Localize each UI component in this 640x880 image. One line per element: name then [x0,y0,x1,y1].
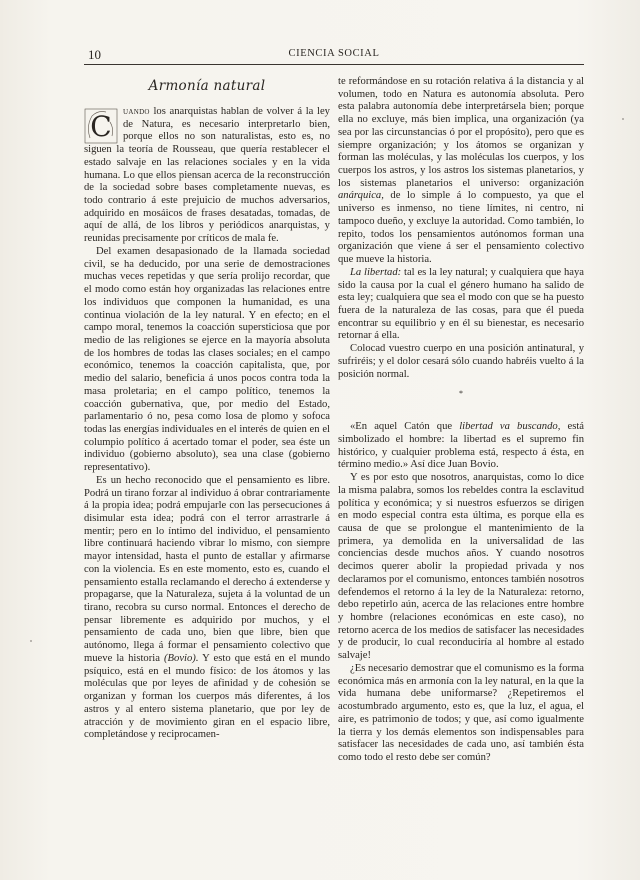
paragraph-4: te reformándose en su rotación relativa á la distancia y al volumen, todo en Natura es autonomía absoluta. Pero esta palabra autonomía debe interpretársela bien; porque ella no excluye, más bien implica, una organización (ya sea por las circunstancias ó por el propósito), pero que es siempre organización; y los átomos se organizan y forman las moléculas, y las moléculas los cuerpos, y los cuerpos los astros, y los astros los sistemas planetarios, y los sistemas planetarios el universo: organización anárquica, de lo simple á lo compuesto, ya que el universo es inmenso, no tiene límites, ni centro, ni tampoco dueño, y excluye la autoridad. Como también, lo repito, todos los pensamientos autónomos forman una organización que viene á ser el pensamiento colectivo que mueve la historia. [338,76,584,266]
paragraph-8: Y es por esto que nosotros, anarquistas, como lo dice la misma palabra, somos los rebeldes contra la esclavitud política y económica; y si nuestros esfuerzos se dirigen en modo especial contra esta última, es porque ella es causa de que se prolongue el mantenimiento de la primera, ya demolida en la universalidad de las conciencias desde muchos años. Y cuando nosotros decimos querer abolir la propiedad privada y nos declaramos por el comunismo, entonces también nosotros defendemos el retorno á la ley de la Naturaleza: retorno, debo repetirlo aún, acerca de las relaciones entre hombre y hombre (relaciones económicas en este caso), no retorno acerca de los medios de satisfacer las necesidades y de producir, lo cual reconduciría al hombre al estado salvaje! [338,472,584,662]
right-column [338,76,584,860]
dropcap-letter: C [90,110,112,143]
paragraph-2: Del examen desapasionado de la llamada sociedad civil, se ha deducido, por una serie de demostraciones muchas veces repetidas y que sería prolijo recordar, que el modo como están hoy organizadas las relaciones entre los individuos que componen la humanidad, es una continua violación de la ley natural. Y en efecto; en el campo moral, tenemos la coacción supersticiosa que por medio de las religiones se ejerce en la mayoría absoluta de los hombres de todas las clases sociales; en el campo económico, tenemos la coacción capitalista, que, por medio del salario, beneficia á unos pocos contra toda la masa proletaria; en el campo político, tenemos la coacción gubernativa, que, por medio del Estado, parlamentario ó no, pesa como losa de plomo y sofoca todas las energías individuales en el interés de quien en el columpio político á acertado tomar el poder, sea éste un individuo (gobierno absoluto), sea una clase (gobierno representativo). [84,245,330,474]
section-separator: * [459,389,463,399]
page-number: 10 [88,47,101,62]
paper-speck [622,118,624,120]
paper-speck [30,640,32,642]
paragraph-3: Es un hecho reconocido que el pensamiento es libre. Podrá un tirano forzar al individuo á obrar contrariamente á la propia idea; podrá empujarle con las persecuciones á disimular esta idea; podrá con el terror arrastrarle á mentir; pero en lo íntimo del individuo, el pensamiento libre continuará haciendo vibrar lo mismo, con siempre mayor intensidad, hasta el punto de estallar y afirmarse con la violencia. Es en este momento, esto es, cuando el pensamiento estalla reclamando el derecho á extenderse y propagarse, que la Naturaleza, sujeta á la voluntad de un tirano, recobra su curso normal. Entonces el derecho de pensar libremente es adquirido por muchos, y el pensamiento de cada uno, bien que libre, bien que autónomo, llega á formar el pensamiento colectivo que mueve la historia (Bovio). Y esto que está en el mundo psíquico, está en el mundo físico: de los átomos y las moléculas que por leyes de afinidad y de cohesión se organizan y forman los cuerpos más diferentes, á los astros y al entero sistema planetario, que por ley de atracción y de movimiento giran en el espacio libre, completándose y reciprocamen- [84,474,330,741]
article-title: Armonía natural [148,78,266,94]
dropcap-ornament [84,108,118,144]
running-head [84,46,584,65]
citation-bovio: (Bovio). [164,652,199,664]
opening-words: uando [123,106,150,117]
emphasis-anarquica: anárquica, [338,190,384,202]
emphasis-la-libertad: La libertad: [350,266,402,278]
paragraph-5: La libertad: tal es la ley natural; y cualquiera que haya sido la causa por la cual el género humano ha salido de esta ley; cualquiera que sea el modo con que se ha puesto fuera de la naturaleza de las cosas, para que él pueda encontrar su equilibrio y en él su bienestar, es necesario retornar á ella. [338,266,584,342]
quote-italic: libertad va buscando, [459,421,561,433]
paragraph-7: «En aquel Catón que libertad va buscando, está simbolizado el hombre: la libertad es el supremo fin histórico, y cualquier problema está, respecto á ésta, en término medio.» Así dice Juan Bovio. [338,421,584,471]
paragraph-6: Colocad vuestro cuerpo en una posición antinatural, y sufriréis; y el dolor cesará sólo cuando habréis vuelto á la posición normal. [338,343,584,380]
article-title-block [84,76,330,106]
paragraph-1 [84,106,330,246]
journal-title: CIENCIA SOCIAL [288,48,380,59]
paragraph-1-text: los anarquistas hablan de volver á la ley de Natura, es necesario interpretarlo bien, porque ellos no son naturalistas, esto es, no siguen la teoría de Rousseau, que quería restablecer el estado salvaje en las relaciones sociales y en la vida humana. Lo que ellos piensan acerca de la reconstrucción de la sociedad sobre bases completamente nuevas, es todo contrario á este prejuicio de muchos adversarios, adquirido en mosáicos de frases desatadas, tomadas, de aquí de allá, de los libros y periódicos anarquistas, y reunidas precisamente por críticos de mala fe. [84,106,330,245]
left-column [84,76,330,860]
paragraph-9: ¿Es necesario demostrar que el comunismo es la forma económica más en armonía con la ley natural, en la que la vida humana debe uniformarse? ¿Repetiremos el acostumbrado argumento, esto es, que la luz, el agua, el aire, es patrimonio de todos; y que, así como igualmente la tierra y los demás elementos son indispensables para satisfacer las necesidades de cada uno, así también ésta como todo el resto debe ser común? [338,662,584,763]
